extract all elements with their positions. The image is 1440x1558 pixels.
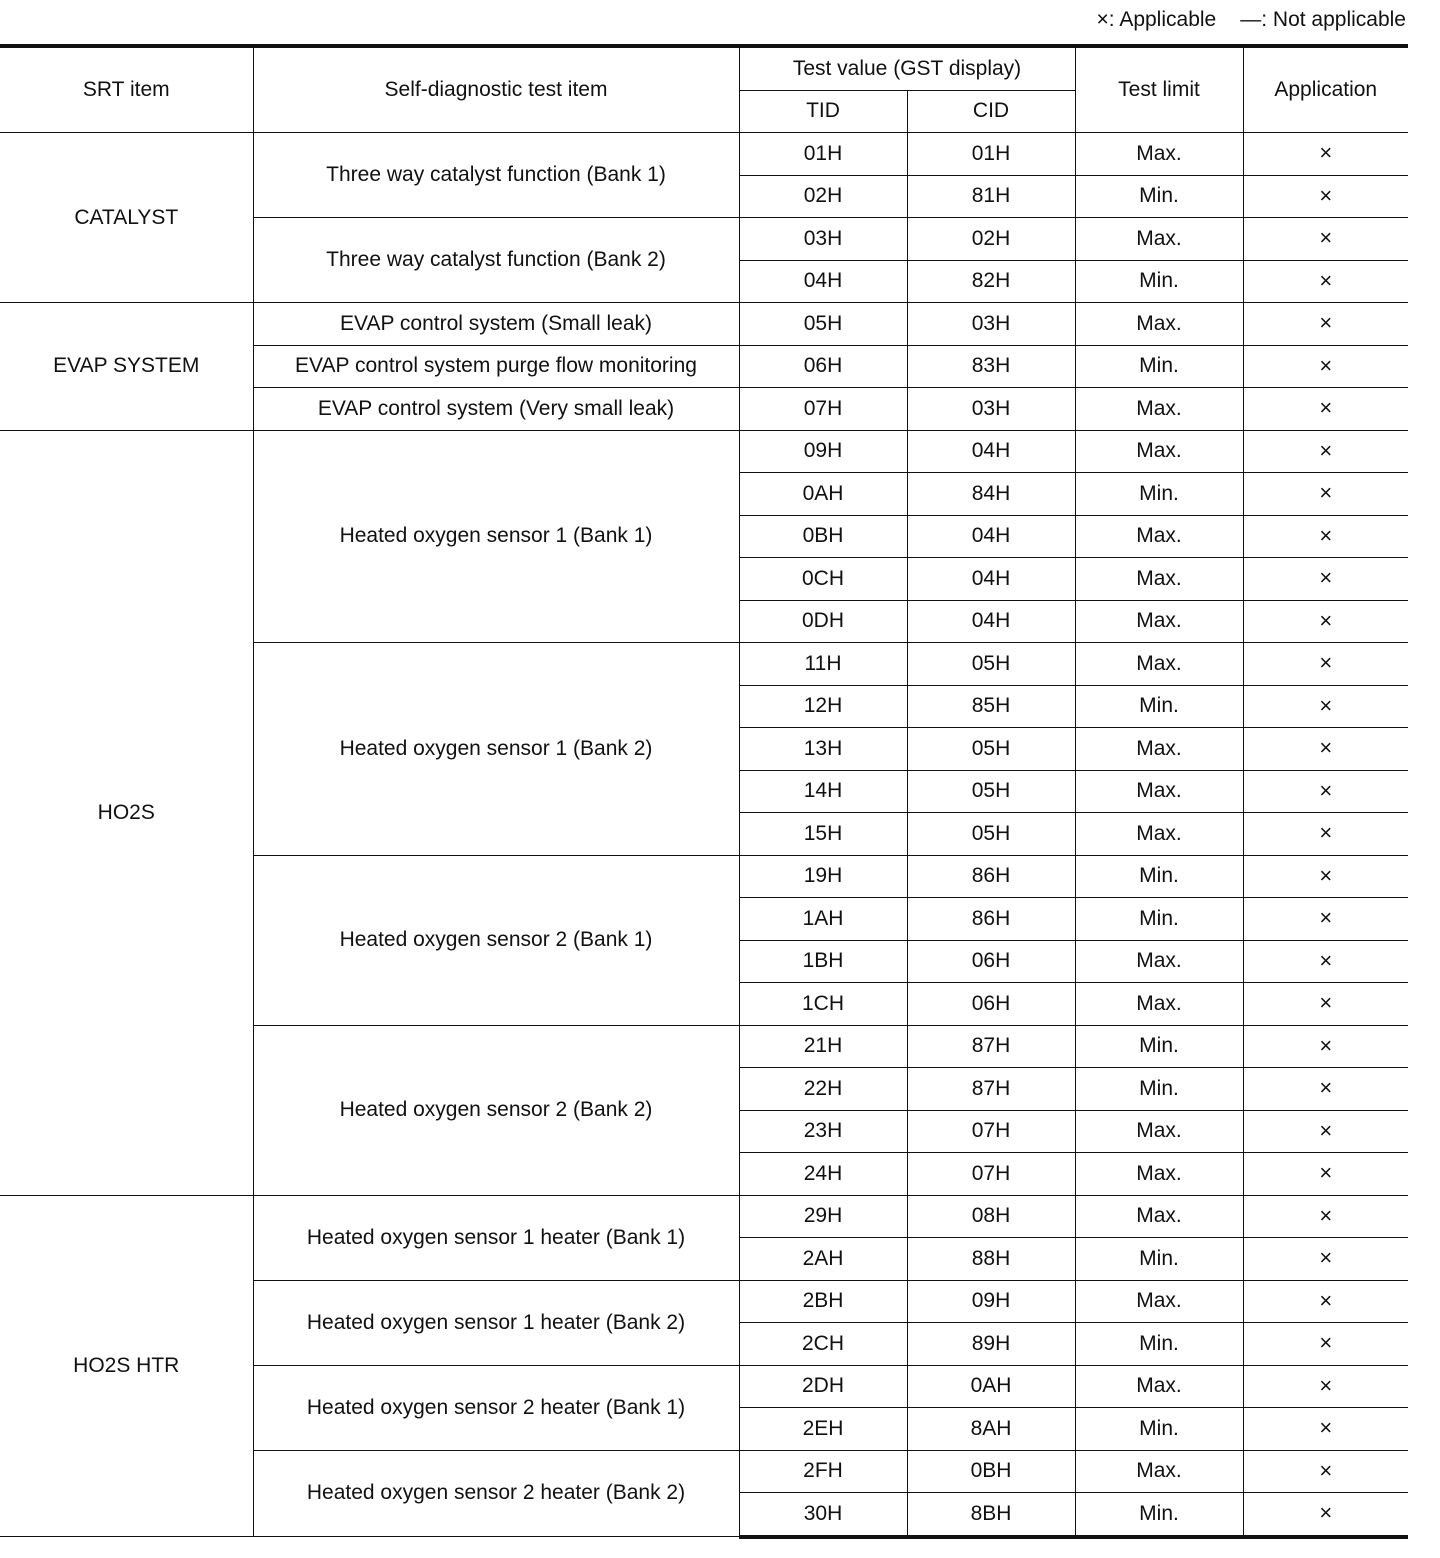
tid-cell: 13H	[739, 728, 907, 771]
applicable-mark-icon: ×	[1319, 225, 1333, 251]
test-limit-cell: Max.	[1075, 1450, 1243, 1493]
tid-cell: 09H	[739, 430, 907, 473]
test-item-cell: EVAP control system (Very small leak)	[253, 388, 739, 431]
tid-cell: 14H	[739, 770, 907, 813]
test-item-cell: Heated oxygen sensor 2 heater (Bank 2)	[253, 1450, 739, 1537]
application-mark	[1243, 855, 1408, 898]
tid-cell: 12H	[739, 685, 907, 728]
applicable-mark-icon: ×	[1319, 820, 1333, 846]
table-row	[0, 1195, 1408, 1238]
application-mark	[1243, 770, 1408, 813]
application-mark	[1243, 1408, 1408, 1451]
tid-cell: 0BH	[739, 515, 907, 558]
header-cid: CID	[907, 90, 1075, 133]
applicable-mark-icon: ×	[1319, 1032, 1333, 1058]
applicable-mark-icon: ×	[1319, 1245, 1333, 1271]
applicable-mark-icon: ×	[1319, 352, 1333, 378]
applicable-mark-icon: ×	[1319, 1075, 1333, 1101]
cid-cell: 07H	[907, 1110, 1075, 1153]
application-mark	[1243, 600, 1408, 643]
cid-cell: 87H	[907, 1025, 1075, 1068]
test-limit-cell: Max.	[1075, 1365, 1243, 1408]
tid-cell: 15H	[739, 813, 907, 856]
application-mark	[1243, 133, 1408, 176]
test-limit-cell: Min.	[1075, 1493, 1243, 1537]
test-limit-cell: Min.	[1075, 855, 1243, 898]
application-mark	[1243, 430, 1408, 473]
application-mark	[1243, 685, 1408, 728]
cid-cell: 81H	[907, 175, 1075, 218]
cid-cell: 04H	[907, 600, 1075, 643]
tid-cell: 0DH	[739, 600, 907, 643]
cid-cell: 04H	[907, 515, 1075, 558]
applicable-mark-icon: ×	[1319, 1500, 1333, 1526]
test-limit-cell: Min.	[1075, 260, 1243, 303]
test-item-cell: EVAP control system purge flow monitoring	[253, 345, 739, 388]
application-mark	[1243, 1110, 1408, 1153]
tid-cell: 0CH	[739, 558, 907, 601]
cid-cell: 08H	[907, 1195, 1075, 1238]
header-row	[0, 46, 1408, 90]
tid-cell: 29H	[739, 1195, 907, 1238]
tid-cell: 0AH	[739, 473, 907, 516]
test-limit-cell: Min.	[1075, 898, 1243, 941]
test-limit-cell: Min.	[1075, 1068, 1243, 1111]
srt-table	[0, 44, 1408, 1539]
test-item-cell: Heated oxygen sensor 1 heater (Bank 2)	[253, 1280, 739, 1365]
cid-cell: 07H	[907, 1153, 1075, 1196]
applicable-mark-icon: ×	[1319, 310, 1333, 336]
legend-not-applicable: —: Not applicable	[1240, 8, 1406, 31]
cid-cell: 86H	[907, 855, 1075, 898]
applicable-mark-icon: ×	[1319, 1160, 1333, 1186]
tid-cell: 1CH	[739, 983, 907, 1026]
test-limit-cell: Min.	[1075, 1323, 1243, 1366]
cid-cell: 06H	[907, 940, 1075, 983]
cid-cell: 04H	[907, 558, 1075, 601]
test-limit-cell: Max.	[1075, 940, 1243, 983]
table-body	[0, 133, 1408, 1537]
application-mark	[1243, 175, 1408, 218]
test-limit-cell: Min.	[1075, 1025, 1243, 1068]
tid-cell: 2CH	[739, 1323, 907, 1366]
cid-cell: 84H	[907, 473, 1075, 516]
test-limit-cell: Max.	[1075, 430, 1243, 473]
applicable-mark-icon: ×	[1319, 1415, 1333, 1441]
applicable-mark-icon: ×	[1319, 947, 1333, 973]
tid-cell: 1AH	[739, 898, 907, 941]
test-limit-cell: Max.	[1075, 515, 1243, 558]
test-limit-cell: Max.	[1075, 770, 1243, 813]
tid-cell: 07H	[739, 388, 907, 431]
applicable-mark-icon: ×	[1319, 990, 1333, 1016]
applicable-mark-icon: ×	[1319, 1457, 1333, 1483]
tid-cell: 1BH	[739, 940, 907, 983]
cid-cell: 89H	[907, 1323, 1075, 1366]
applicable-mark-icon: ×	[1319, 522, 1333, 548]
test-item-cell: Heated oxygen sensor 1 (Bank 2)	[253, 643, 739, 856]
table-row	[0, 303, 1408, 346]
test-item-cell: Three way catalyst function (Bank 1)	[253, 133, 739, 218]
test-item-cell: Three way catalyst function (Bank 2)	[253, 218, 739, 303]
tid-cell: 02H	[739, 175, 907, 218]
test-limit-cell: Max.	[1075, 558, 1243, 601]
tid-cell: 19H	[739, 855, 907, 898]
tid-cell: 06H	[739, 345, 907, 388]
application-mark	[1243, 1153, 1408, 1196]
header-test-limit: Test limit	[1075, 46, 1243, 133]
tid-cell: 24H	[739, 1153, 907, 1196]
test-limit-cell: Min.	[1075, 473, 1243, 516]
application-mark	[1243, 983, 1408, 1026]
test-item-cell: Heated oxygen sensor 2 (Bank 2)	[253, 1025, 739, 1195]
application-mark	[1243, 388, 1408, 431]
applicable-mark-icon: ×	[1319, 267, 1333, 293]
srt-item-cell: EVAP SYSTEM	[0, 303, 253, 431]
test-limit-cell: Min.	[1075, 1238, 1243, 1281]
applicable-mark-icon: ×	[1319, 1202, 1333, 1228]
tid-cell: 2FH	[739, 1450, 907, 1493]
applicable-mark-icon: ×	[1319, 735, 1333, 761]
cid-cell: 0BH	[907, 1450, 1075, 1493]
tid-cell: 21H	[739, 1025, 907, 1068]
application-mark	[1243, 303, 1408, 346]
cid-cell: 05H	[907, 813, 1075, 856]
application-mark	[1243, 813, 1408, 856]
cid-cell: 85H	[907, 685, 1075, 728]
test-item-cell: Heated oxygen sensor 2 heater (Bank 1)	[253, 1365, 739, 1450]
tid-cell: 2AH	[739, 1238, 907, 1281]
header-application: Application	[1243, 46, 1408, 133]
cid-cell: 05H	[907, 728, 1075, 771]
application-mark	[1243, 1493, 1408, 1537]
test-limit-cell: Max.	[1075, 1195, 1243, 1238]
tid-cell: 23H	[739, 1110, 907, 1153]
header-test-value: Test value (GST display)	[739, 46, 1075, 90]
test-limit-cell: Max.	[1075, 1280, 1243, 1323]
table-header	[0, 46, 1408, 133]
test-item-cell: Heated oxygen sensor 2 (Bank 1)	[253, 855, 739, 1025]
tid-cell: 05H	[739, 303, 907, 346]
legend-applicable: ×: Applicable	[1096, 8, 1217, 31]
cid-cell: 88H	[907, 1238, 1075, 1281]
applicable-mark-icon: ×	[1319, 1117, 1333, 1143]
applicable-mark-icon: ×	[1319, 182, 1333, 208]
table-row	[0, 133, 1408, 176]
tid-cell: 22H	[739, 1068, 907, 1111]
cid-cell: 04H	[907, 430, 1075, 473]
application-mark	[1243, 1025, 1408, 1068]
application-mark	[1243, 218, 1408, 261]
test-limit-cell: Max.	[1075, 983, 1243, 1026]
application-mark	[1243, 1323, 1408, 1366]
application-mark	[1243, 260, 1408, 303]
test-item-cell: Heated oxygen sensor 1 heater (Bank 1)	[253, 1195, 739, 1280]
cid-cell: 8AH	[907, 1408, 1075, 1451]
tid-cell: 04H	[739, 260, 907, 303]
application-mark	[1243, 898, 1408, 941]
cid-cell: 01H	[907, 133, 1075, 176]
test-limit-cell: Min.	[1075, 685, 1243, 728]
test-limit-cell: Min.	[1075, 345, 1243, 388]
application-mark	[1243, 1280, 1408, 1323]
tid-cell: 2EH	[739, 1408, 907, 1451]
test-limit-cell: Max.	[1075, 1153, 1243, 1196]
test-item-cell: Heated oxygen sensor 1 (Bank 1)	[253, 430, 739, 643]
application-mark	[1243, 728, 1408, 771]
applicable-mark-icon: ×	[1319, 905, 1333, 931]
application-mark	[1243, 1365, 1408, 1408]
cid-cell: 8BH	[907, 1493, 1075, 1537]
applicable-mark-icon: ×	[1319, 777, 1333, 803]
test-limit-cell: Max.	[1075, 813, 1243, 856]
test-limit-cell: Min.	[1075, 175, 1243, 218]
cid-cell: 87H	[907, 1068, 1075, 1111]
test-limit-cell: Max.	[1075, 728, 1243, 771]
test-limit-cell: Max.	[1075, 600, 1243, 643]
applicable-mark-icon: ×	[1319, 395, 1333, 421]
application-mark	[1243, 558, 1408, 601]
test-limit-cell: Max.	[1075, 1110, 1243, 1153]
test-limit-cell: Min.	[1075, 1408, 1243, 1451]
cid-cell: 03H	[907, 388, 1075, 431]
applicable-mark-icon: ×	[1319, 480, 1333, 506]
header-tid: TID	[739, 90, 907, 133]
applicable-mark-icon: ×	[1319, 437, 1333, 463]
tid-cell: 01H	[739, 133, 907, 176]
cid-cell: 06H	[907, 983, 1075, 1026]
header-test-item: Self-diagnostic test item	[253, 46, 739, 133]
applicable-mark-icon: ×	[1319, 692, 1333, 718]
tid-cell: 03H	[739, 218, 907, 261]
cid-cell: 86H	[907, 898, 1075, 941]
cid-cell: 05H	[907, 643, 1075, 686]
legend	[1097, 6, 1406, 34]
applicable-mark-icon: ×	[1319, 607, 1333, 633]
cid-cell: 05H	[907, 770, 1075, 813]
tid-cell: 11H	[739, 643, 907, 686]
test-limit-cell: Max.	[1075, 218, 1243, 261]
application-mark	[1243, 515, 1408, 558]
application-mark	[1243, 1450, 1408, 1493]
application-mark	[1243, 345, 1408, 388]
applicable-mark-icon: ×	[1319, 140, 1333, 166]
cid-cell: 02H	[907, 218, 1075, 261]
cid-cell: 83H	[907, 345, 1075, 388]
test-item-cell: EVAP control system (Small leak)	[253, 303, 739, 346]
tid-cell: 2DH	[739, 1365, 907, 1408]
cid-cell: 82H	[907, 260, 1075, 303]
application-mark	[1243, 643, 1408, 686]
application-mark	[1243, 940, 1408, 983]
application-mark	[1243, 1068, 1408, 1111]
cid-cell: 09H	[907, 1280, 1075, 1323]
header-srt-item: SRT item	[0, 46, 253, 133]
applicable-mark-icon: ×	[1319, 565, 1333, 591]
srt-item-cell: CATALYST	[0, 133, 253, 303]
cid-cell: 0AH	[907, 1365, 1075, 1408]
application-mark	[1243, 473, 1408, 516]
table-row	[0, 430, 1408, 473]
tid-cell: 2BH	[739, 1280, 907, 1323]
test-limit-cell: Max.	[1075, 303, 1243, 346]
test-limit-cell: Max.	[1075, 388, 1243, 431]
applicable-mark-icon: ×	[1319, 650, 1333, 676]
test-limit-cell: Max.	[1075, 133, 1243, 176]
tid-cell: 30H	[739, 1493, 907, 1537]
application-mark	[1243, 1238, 1408, 1281]
test-limit-cell: Max.	[1075, 643, 1243, 686]
application-mark	[1243, 1195, 1408, 1238]
applicable-mark-icon: ×	[1319, 1330, 1333, 1356]
applicable-mark-icon: ×	[1319, 1287, 1333, 1313]
srt-item-cell: HO2S	[0, 430, 253, 1195]
applicable-mark-icon: ×	[1319, 1372, 1333, 1398]
applicable-mark-icon: ×	[1319, 862, 1333, 888]
cid-cell: 03H	[907, 303, 1075, 346]
srt-item-cell: HO2S HTR	[0, 1195, 253, 1537]
